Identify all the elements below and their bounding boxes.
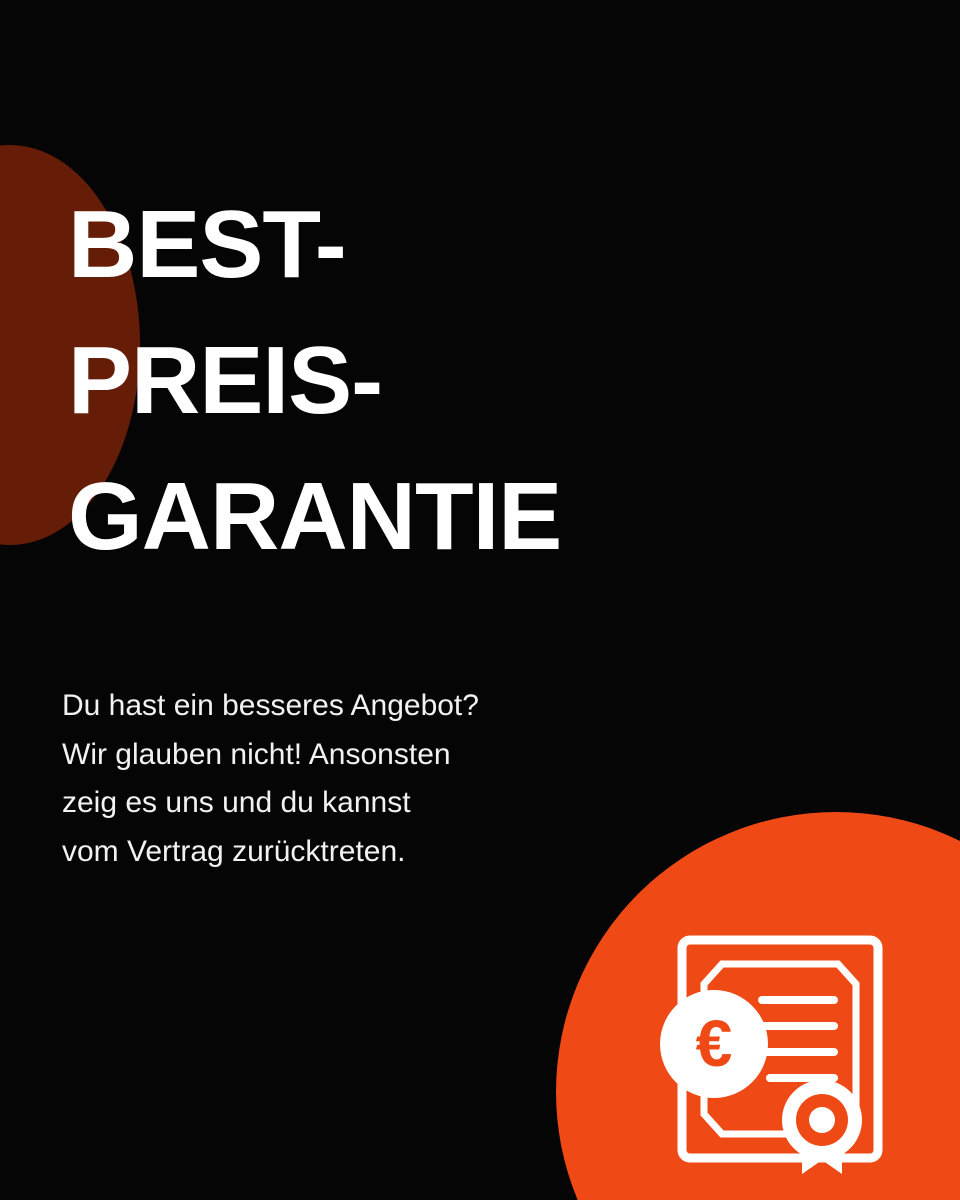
body-line-3: zeig es uns und du kannst xyxy=(62,786,411,820)
body-text xyxy=(62,682,582,876)
body-line-2: Wir glauben nicht! Ansonsten xyxy=(62,737,451,771)
certificate-euro-icon xyxy=(652,922,904,1174)
body-line-1: Du hast ein besseres Angebot? xyxy=(62,689,479,722)
euro-symbol: € xyxy=(695,1006,733,1080)
headline xyxy=(68,191,708,570)
headline-line-2: PREIS- xyxy=(68,326,383,434)
headline-line-3: GARANTIE xyxy=(68,462,562,570)
headline-line-1: BEST- xyxy=(68,191,346,298)
body-line-4: vom Vertrag zurücktreten. xyxy=(62,834,406,868)
